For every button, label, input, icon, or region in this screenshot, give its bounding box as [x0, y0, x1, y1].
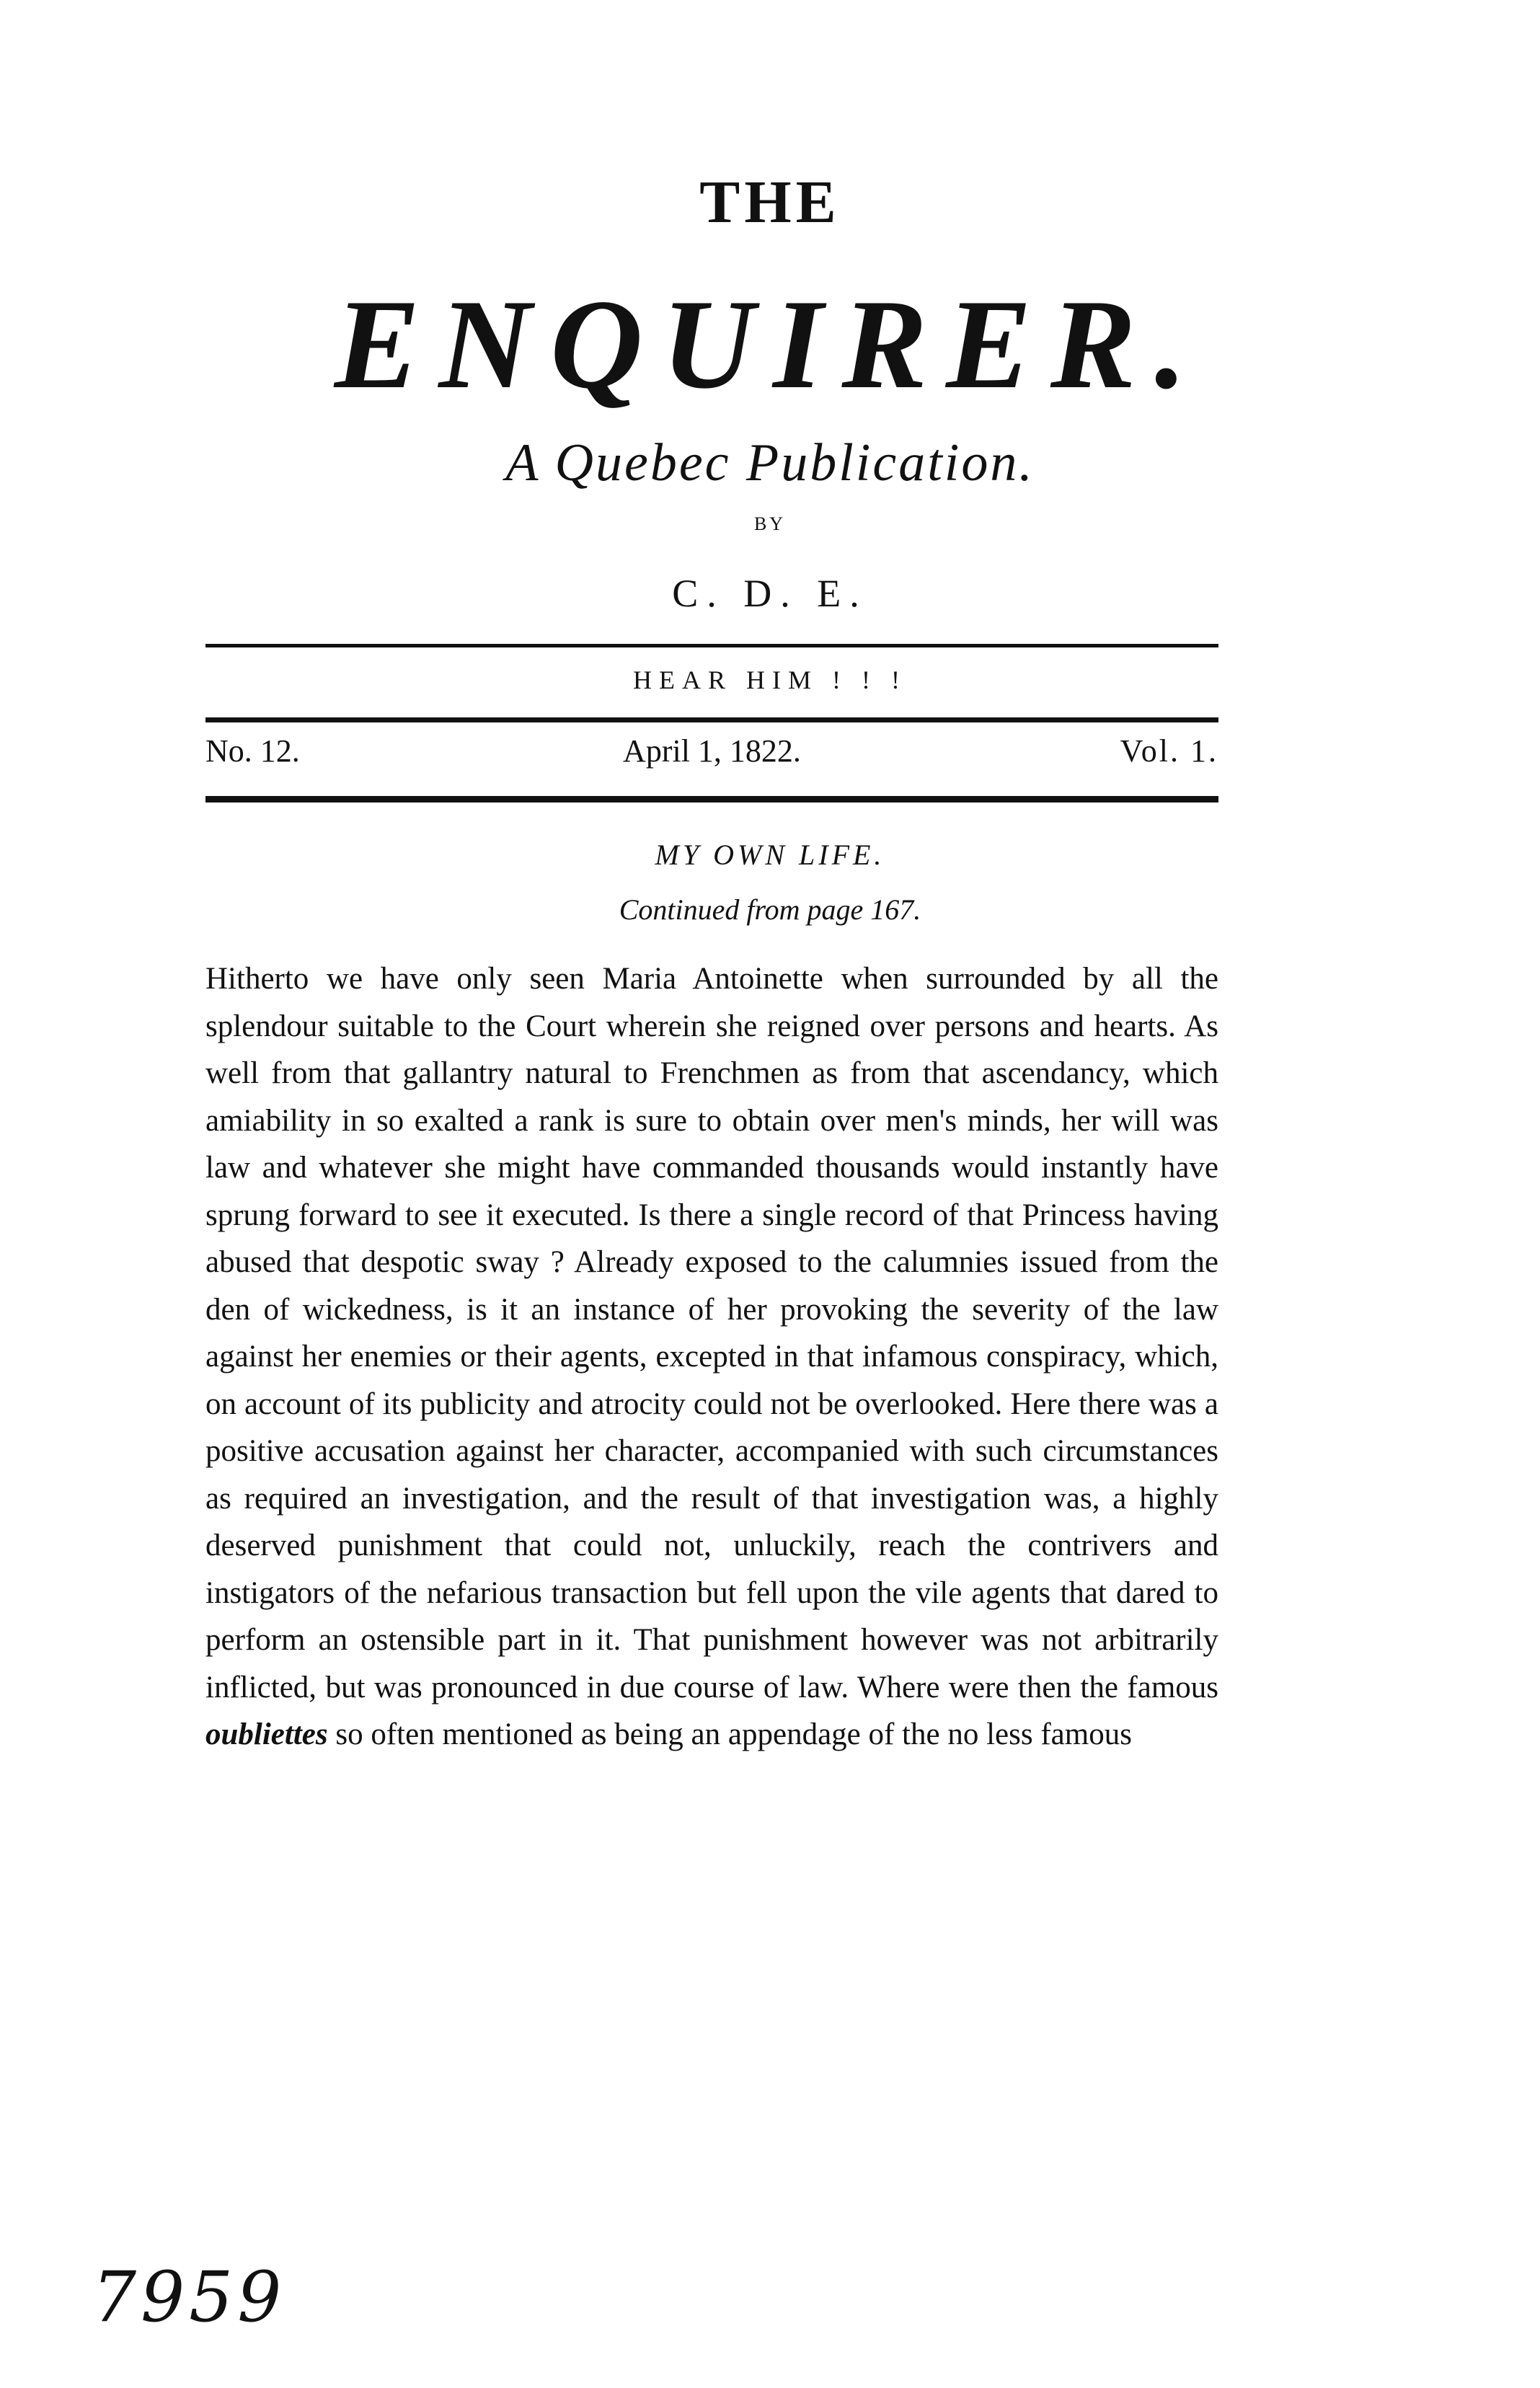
divider-rule	[205, 644, 1218, 647]
issue-info-row	[205, 733, 1218, 776]
masthead-the: THE	[699, 169, 841, 236]
body-text-before: Hitherto we have only seen Maria Antoinette when surrounded by all the splendour suitable to the Court wherein she reigned over persons and hearts. As well from that gallantry natural to Frenchmen as from that ascendancy, which amiability in so exalted a rank is sure to obtain over men's minds, her will was law and whatever she might have commanded thousands would instantly have sprung forward to see it executed. Is there a single record of that Princess having abused that despotic sway ? Already exposed to the calumnies issued from the den of wickedness, is it an instance of her provoking the severity of the law against her enemies or their agents, excepted in that infamous conspiracy, which, on account of its publicity and atrocity could not be overlooked. Here there was a positive accusation against her character, accompanied with such circumstances as required an investigation, and the result of that investigation was, a highly deserved punishment that could not, unluckily, reach the contrivers and instigators of the nefarious transaction but fell upon the vile agents that dared to perform an ostensible part in it. That punishment however was not arbitrarily inflicted, but was pronounced in due course of law. Where were then the famous	[205, 962, 1218, 1704]
issue-date: April 1, 1822.	[623, 733, 801, 769]
author-initials: C. D. E.	[672, 572, 868, 615]
volume-number: Vol. 1.	[1120, 733, 1218, 769]
body-text-after: so often mentioned as being an appendage of the no less famous	[335, 1717, 1132, 1751]
divider-rule	[205, 717, 1218, 722]
article-body	[205, 955, 1218, 1759]
divider-rule	[205, 796, 1218, 802]
article-paragraph	[205, 955, 1218, 1759]
publication-title: ENQUIRER.	[334, 273, 1206, 415]
handwritten-catalog-number: 7959	[92, 2257, 286, 2338]
motto: HEAR HIM ! ! !	[633, 665, 907, 694]
publication-subtitle: A Quebec Publication.	[505, 433, 1035, 492]
byline-label: BY	[753, 513, 787, 534]
issue-number: No. 12.	[205, 733, 300, 769]
emphasized-term: oubliettes	[205, 1717, 328, 1751]
article-title: MY OWN LIFE.	[655, 839, 885, 871]
article-continuation-note: Continued from page 167.	[619, 893, 921, 926]
